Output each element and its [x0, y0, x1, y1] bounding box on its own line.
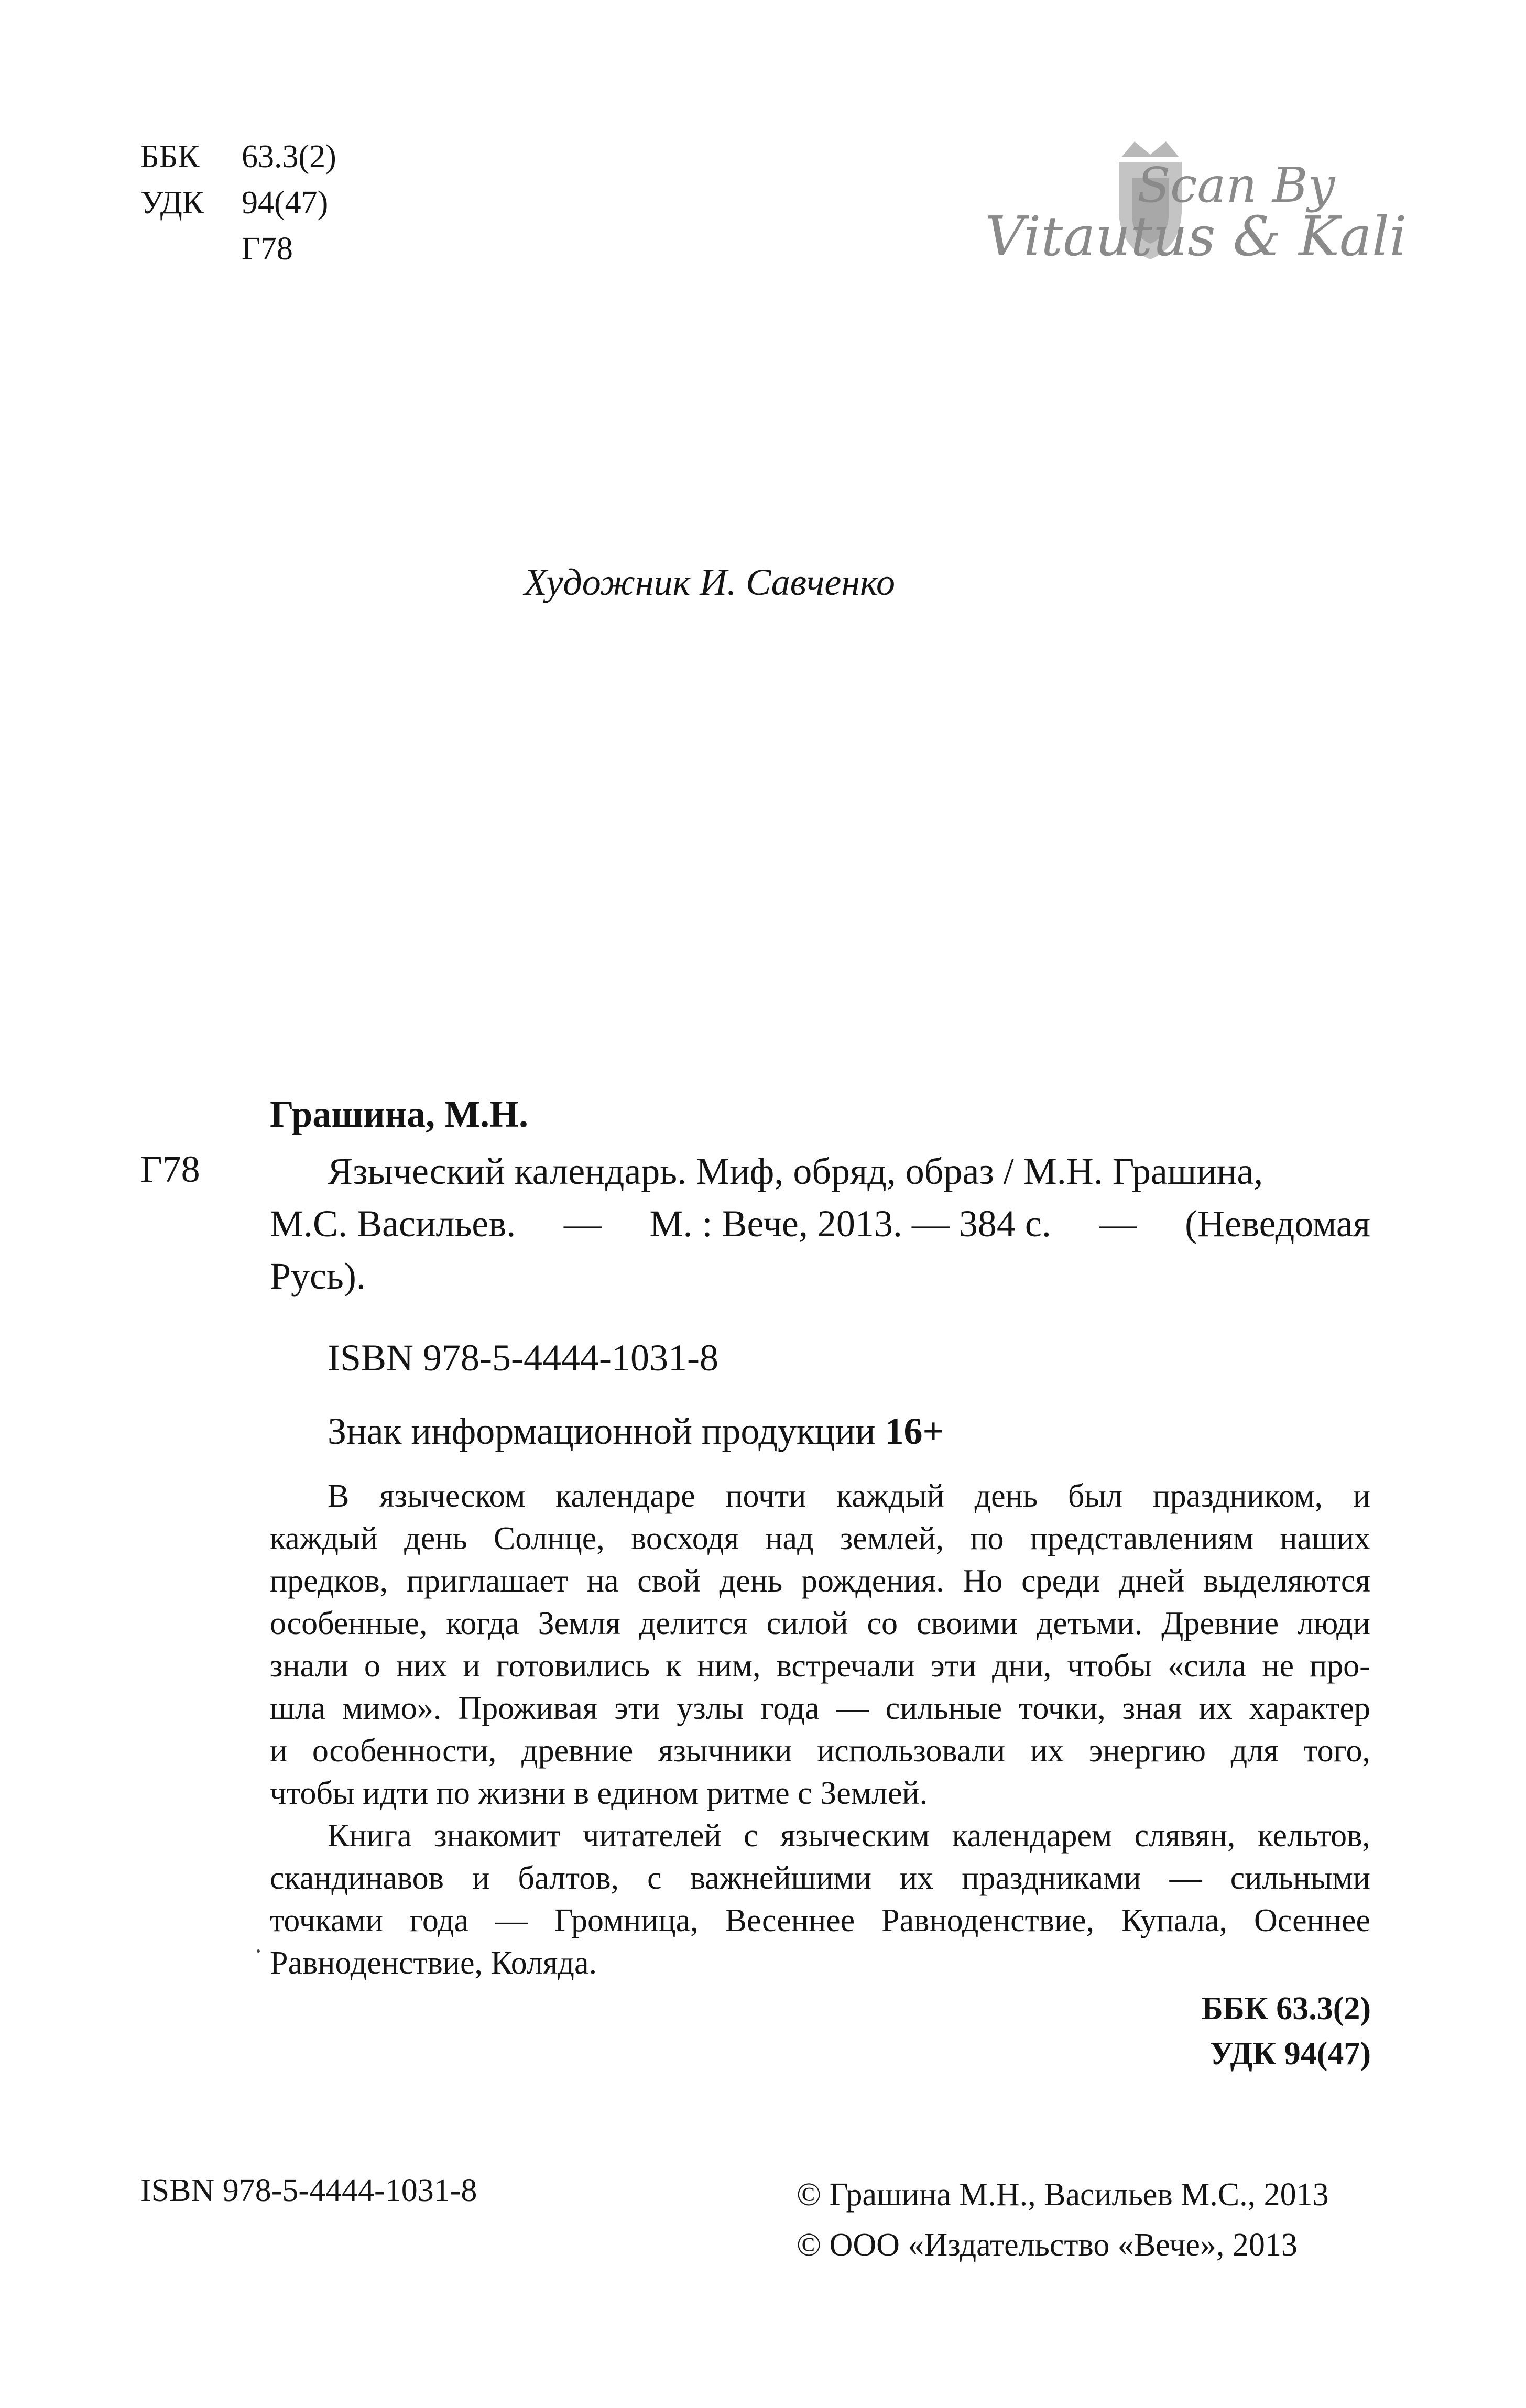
annotation-word: эти	[614, 1691, 660, 1726]
bbk-bottom: ББК 63.3(2)	[1201, 1991, 1371, 2026]
annotation-word: зная	[1122, 1691, 1182, 1726]
annotation-word: силой	[766, 1606, 848, 1641]
annotation-word: «сила	[1168, 1648, 1247, 1684]
annotation-word: балтов,	[518, 1860, 619, 1896]
annotation-p1-line	[270, 1730, 1370, 1772]
watermark-line-2: Vitautus & Kali	[985, 204, 1407, 268]
annotation-word: с	[647, 1860, 662, 1896]
annotation-word: использовали	[817, 1733, 1006, 1769]
annotation-word: Купала,	[1121, 1903, 1228, 1938]
annotation-word: с	[744, 1818, 758, 1854]
annotation-word: день	[719, 1563, 783, 1599]
annotation-word: узлы	[677, 1691, 744, 1726]
annotation-word: Солнце,	[493, 1521, 605, 1556]
annotation-word: календарем	[952, 1818, 1113, 1854]
annotation-word: почти	[725, 1478, 806, 1514]
annotation-word: сильные	[885, 1691, 1002, 1726]
copyright-block	[797, 2170, 1329, 2270]
annotation-word: —	[836, 1691, 869, 1726]
annotation-word: особенные,	[270, 1606, 428, 1641]
biblio-line-2-part-4: —	[1099, 1203, 1137, 1245]
annotation-word: слявян,	[1134, 1818, 1236, 1854]
watermark-line-1: Scan By	[1137, 157, 1335, 213]
annotation-word: восходя	[631, 1521, 739, 1556]
copyright-publisher: © ООО «Издательство «Вече», 2013	[797, 2227, 1298, 2263]
annotation-word: день	[404, 1521, 467, 1556]
copyright-authors: © Грашина М.Н., Васильев М.С., 2013	[797, 2177, 1329, 2213]
annotation-word: года	[760, 1691, 820, 1726]
udk-row	[140, 180, 336, 226]
annotation-word: их	[1198, 1691, 1233, 1726]
annotation-word: представлениям	[1030, 1521, 1254, 1556]
annotation-word: по	[970, 1521, 1004, 1556]
annotation-word: знали	[270, 1648, 348, 1684]
annotation-word: Проживая	[458, 1691, 598, 1726]
classification-block-bottom	[1169, 1986, 1371, 2076]
annotation-word: —	[495, 1903, 528, 1938]
biblio-line-1: Языческий календарь. Миф, обряд, образ / М.Н. Грашина,	[328, 1150, 1263, 1192]
annotation-word: Равноденствие,	[881, 1903, 1095, 1938]
biblio-line-2-part-5: (Неведомая	[1185, 1203, 1370, 1245]
annotation-word: знакомит	[434, 1818, 561, 1854]
annotation-word: среди	[1021, 1563, 1100, 1599]
annotation-word: каждый	[270, 1521, 378, 1556]
isbn-footer: ISBN 978-5-4444-1031-8	[140, 2173, 477, 2208]
annotation-word: над	[765, 1521, 814, 1556]
annotation-word: эти	[931, 1648, 976, 1684]
annotation-word: Древние	[1161, 1606, 1279, 1641]
annotation-word: дней	[1118, 1563, 1185, 1599]
annotation-word: энергию	[1088, 1733, 1206, 1769]
annotation-word: предков,	[270, 1563, 388, 1599]
annotation-p1-line	[270, 1687, 1370, 1730]
annotation-word: и	[472, 1860, 490, 1896]
annotation-word: скандинавов	[270, 1860, 444, 1896]
annotation-p2-line	[270, 1815, 1370, 1857]
udk-bottom: УДК 94(47)	[1209, 2036, 1371, 2072]
annotation-word: детьми.	[1036, 1606, 1143, 1641]
annotation-word: кельтов,	[1257, 1818, 1370, 1854]
annotation-word: был	[1067, 1478, 1122, 1514]
annotation-word: о	[364, 1648, 380, 1684]
biblio-line-2	[270, 1197, 1370, 1250]
classification-block-top	[140, 134, 336, 272]
annotation-word: своими	[916, 1606, 1018, 1641]
bbk-row	[140, 134, 336, 180]
annotation-word: древние	[521, 1733, 634, 1769]
annotation-word: характер	[1249, 1691, 1370, 1726]
author-code-entry: Г78	[140, 1148, 200, 1190]
annotation-word: язычники	[658, 1733, 792, 1769]
age-rating	[328, 1410, 944, 1453]
annotation-word: когда	[446, 1606, 519, 1641]
annotation-word: ним,	[697, 1648, 761, 1684]
annotation-word: для	[1230, 1733, 1279, 1769]
annotation-word: праздником,	[1152, 1478, 1323, 1514]
biblio-line-2-part-3: М. : Вече, 2013. — 384 с.	[649, 1203, 1051, 1245]
author-code-top: Г78	[242, 231, 293, 267]
annotation-word: точками	[270, 1903, 383, 1938]
annotation-word: приглашает	[406, 1563, 568, 1599]
annotation-word: готовились	[496, 1648, 650, 1684]
annotation	[270, 1475, 1370, 1985]
annotation-word: землей,	[840, 1521, 944, 1556]
annotation-word: В	[328, 1478, 350, 1514]
udk-value: 94(47)	[242, 185, 329, 221]
annotation-word: Осеннее	[1254, 1903, 1370, 1938]
annotation-word: важнейшими	[690, 1860, 871, 1896]
author-code-row	[140, 226, 336, 272]
udk-label: УДК	[140, 185, 204, 221]
annotation-p1-line	[270, 1645, 1370, 1687]
annotation-word: того,	[1303, 1733, 1370, 1769]
annotation-p1-line	[270, 1475, 1370, 1518]
annotation-word: про-	[1310, 1648, 1370, 1684]
annotation-word: особенности,	[312, 1733, 497, 1769]
annotation-word: день	[974, 1478, 1038, 1514]
annotation-word: языческим	[780, 1818, 930, 1854]
annotation-p1-line	[270, 1560, 1370, 1603]
biblio-line-2-part-2: —	[563, 1203, 602, 1245]
age-rating-label: Знак информационной продукции	[328, 1410, 876, 1452]
annotation-word: свой	[637, 1563, 701, 1599]
biblio-line-2-part-1: М.С. Васильев.	[270, 1203, 516, 1245]
age-rating-value: 16+	[885, 1410, 944, 1452]
annotation-word: на	[586, 1563, 619, 1599]
annotation-word: языческом	[379, 1478, 526, 1514]
annotation-word: и	[270, 1733, 288, 1769]
illustrator-credit: Художник И. Савченко	[524, 561, 896, 603]
annotation-word: точки,	[1019, 1691, 1106, 1726]
bbk-label: ББК	[140, 139, 200, 175]
annotation-word: праздниками	[962, 1860, 1141, 1896]
annotation-word: —	[1169, 1860, 1202, 1896]
annotation-word: люди	[1298, 1606, 1370, 1641]
annotation-word: встречали	[776, 1648, 915, 1684]
annotation-p1-line	[270, 1603, 1370, 1645]
biblio-line-3: Русь).	[270, 1255, 366, 1297]
annotation-word: Весеннее	[725, 1903, 855, 1938]
annotation-word: года	[409, 1903, 469, 1938]
annotation-word: дни,	[992, 1648, 1052, 1684]
author-heading: Грашина, М.Н.	[270, 1093, 529, 1135]
annotation-word: Земля	[538, 1606, 620, 1641]
annotation-word: календаре	[555, 1478, 695, 1514]
print-speck	[257, 1949, 260, 1953]
annotation-word: их	[1030, 1733, 1064, 1769]
annotation-word: чтобы	[1067, 1648, 1152, 1684]
bbk-value: 63.3(2)	[242, 139, 336, 175]
annotation-word: каждый	[836, 1478, 944, 1514]
annotation-word: делится	[639, 1606, 748, 1641]
scanner-watermark	[980, 126, 1407, 283]
annotation-word: них	[396, 1648, 448, 1684]
annotation-p1-line	[270, 1518, 1370, 1560]
annotation-word: выделяются	[1203, 1563, 1370, 1599]
annotation-word: к	[666, 1648, 682, 1684]
bibliographic-description	[270, 1145, 1370, 1302]
annotation-word: шла	[270, 1691, 326, 1726]
annotation-p2-line: Равноденствие, Коляда.	[270, 1945, 597, 1981]
annotation-word: не	[1262, 1648, 1294, 1684]
annotation-p2-line	[270, 1857, 1370, 1900]
annotation-word: их	[900, 1860, 934, 1896]
annotation-word: сильными	[1230, 1860, 1370, 1896]
annotation-p2-line	[270, 1900, 1370, 1942]
isbn-entry: ISBN 978-5-4444-1031-8	[328, 1337, 718, 1379]
annotation-word: и	[463, 1648, 481, 1684]
annotation-word: наших	[1280, 1521, 1370, 1556]
annotation-word: Но	[963, 1563, 1003, 1599]
annotation-p1-line: чтобы идти по жизни в едином ритме с Землей.	[270, 1775, 928, 1811]
annotation-word: и	[1353, 1478, 1370, 1514]
annotation-word: Громница,	[554, 1903, 699, 1938]
annotation-word: Книга	[328, 1818, 412, 1854]
annotation-word: со	[867, 1606, 898, 1641]
annotation-word: мимо».	[342, 1691, 442, 1726]
annotation-word: рождения.	[801, 1563, 944, 1599]
annotation-word: читателей	[583, 1818, 722, 1854]
